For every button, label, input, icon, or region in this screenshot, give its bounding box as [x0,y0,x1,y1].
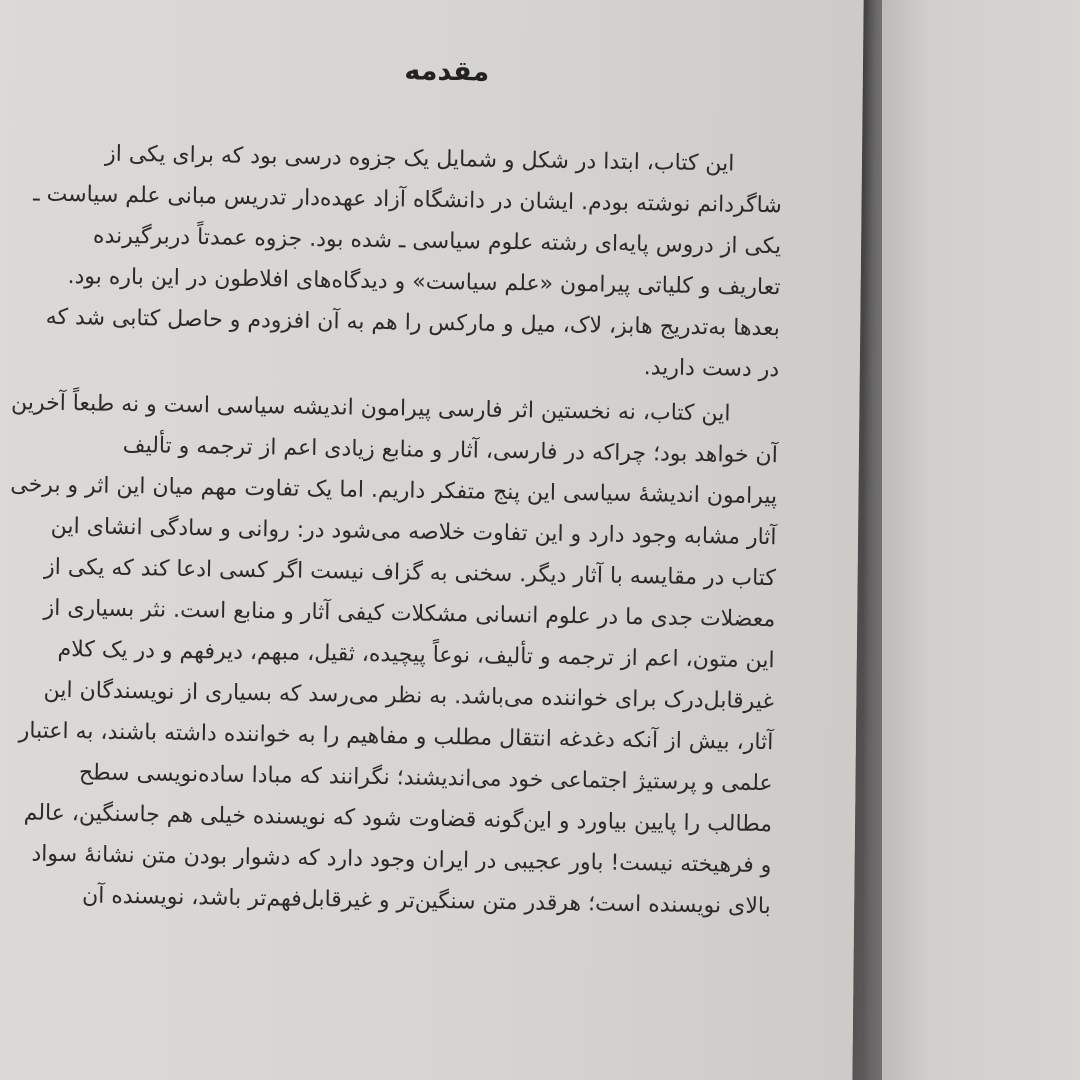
text-line: معضلات جدی ما در علوم انسانی مشکلات کیفی آثار و منابع است. نثر بسیاری از [43,595,776,633]
page-text [10,50,832,928]
text-line: آثار مشابه وجود دارد و این تفاوت خلاصه می‌شود در: روانی و سادگی انشای این [50,513,777,551]
paragraph-1 [32,133,831,391]
text-line: و فرهیخته نیست! باور عجیبی در ایران وجود دارد که دشوار بودن متن نشانهٔ سواد [31,841,772,879]
text-line: آن خواهد بود؛ چراکه در فارسی، آثار و منابع زیادی اعم از ترجمه و تألیف [122,432,779,469]
text-line: تعاریف و کلیاتی پیرامون «علم سیاست» و دیدگاه‌های افلاطون در این باره بود. [67,264,781,301]
text-line: در دست دارید. [643,355,780,383]
text-line: مطالب را پایین بیاورد و این‌گونه قضاوت شود که نویسنده خیلی هم جاسنگین، عالم [23,800,773,838]
text-line: بالای نویسنده است؛ هرقدر متن سنگین‌تر و غیرقابل‌فهم‌تر باشد، نویسنده آن [81,883,771,920]
paragraph-2 [10,383,826,928]
text-line: پیرامون اندیشهٔ سیاسی این پنج متفکر داریم. اما یک تفاوت مهم میان این اثر و برخی [10,472,778,510]
chapter-title: مقدمه [404,55,490,88]
text-line: علمی و پرستیژ اجتماعی خود می‌اندیشند؛ نگرانند که مبادا ساده‌نویسی سطح [78,760,773,797]
facing-page [882,0,1080,1080]
text-line: غیرقابل‌درک برای خواننده می‌باشد. به نظر می‌رسد که بسیاری از نویسندگان این [43,677,775,715]
text-line: آثار، بیش از آنکه دغدغه انتقال مطلب و مفاهیم را به خواننده داشته باشند، به اعتبار [18,718,774,756]
text-line: این متون، اعم از ترجمه و تألیف، نوعاً پیچیده، ثقیل، مبهم، دیرفهم و در یک کلام [57,636,775,674]
text-line: بعدها به‌تدریج هابز، لاک، میل و مارکس را هم به آن افزودم و حاصل کتابی شد که [45,304,781,342]
text-line: کتاب در مقایسه با آثار دیگر. سخنی به گزاف نیست اگر کسی ادعا کند که یکی از [43,554,777,592]
text-line: شاگردانم نوشته بودم. ایشان در دانشگاه آزاد عهده‌دار تدریس مبانی علم سیاست ـ [32,181,782,219]
text-line: این کتاب، ابتدا در شکل و شمایل یک جزوه درسی بود که برای یکی از [104,141,735,177]
text-line: یکی از دروس پایه‌ای رشته علوم سیاسی ـ شده بود. جزوه عمدتاً دربرگیرنده [92,223,782,260]
text-line: این کتاب، نه نخستین اثر فارسی پیرامون اندیشه سیاسی است و نه طبعاً آخرین [10,390,731,427]
